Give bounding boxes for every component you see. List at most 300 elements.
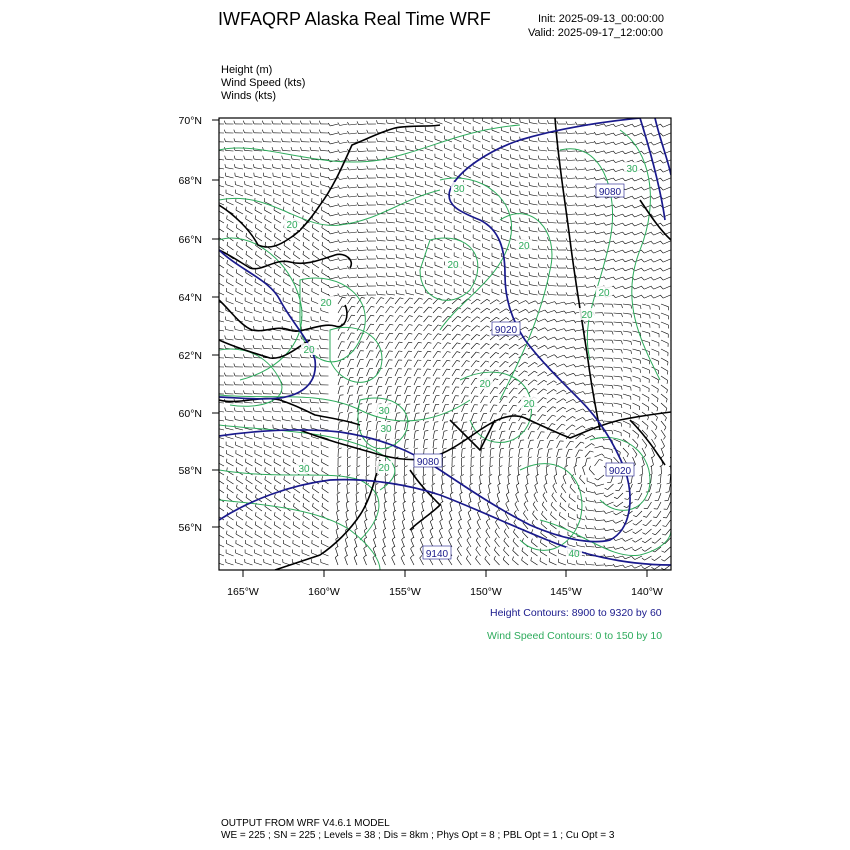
wind-barb [413,485,414,493]
wind-barb-flag [322,494,323,497]
wind-barb [576,392,584,395]
wind-barb [265,273,272,277]
wind-barb [623,403,631,406]
wind-barb [652,394,659,399]
wind-barb-flag [396,128,397,131]
wind-barb [245,402,253,403]
wind-barb-flag [322,503,323,506]
wind-barb [246,534,253,538]
wind-barb [421,531,424,539]
wind-barb [387,141,395,142]
wind-barb-flag [468,519,470,522]
wind-barb [435,292,443,295]
wind-barb-flag [431,501,434,503]
wind-barb [443,378,447,385]
wind-barb [405,422,407,430]
wind-barb [246,488,253,493]
wind-barb-flag [544,372,547,374]
wind-barb [445,166,452,169]
wind-barb-flag [557,229,558,232]
wind-barb [528,354,535,358]
wind-barb [338,440,339,448]
wind-barb-flag [234,373,235,376]
wind-barb [568,241,576,242]
wind-barb [227,219,234,223]
wind-barb [595,460,600,467]
wind-barb [273,330,281,332]
wind-barb [435,283,443,286]
wind-barb [566,408,573,412]
wind-barb [539,123,547,124]
wind-barb [454,274,461,277]
wind-barb [274,264,281,268]
wind-barb [547,441,550,448]
wind-barb [425,212,433,215]
wind-barb [236,254,243,259]
wind-barb-flag [236,251,237,254]
wind-barb [338,422,339,430]
wind-barb-flag [477,317,480,319]
wind-barb-flag [244,336,245,339]
wind-barb [422,494,423,502]
wind-barb-flag [322,279,323,283]
wind-barb-flag [529,146,530,150]
wind-barb [486,522,490,529]
wind-barb-flag [328,150,330,153]
wind-barb-flag [566,256,568,259]
wind-barb-flag [575,158,577,161]
wind-barb-flag [367,211,368,214]
wind-barb [359,214,367,215]
wind-barb [530,150,538,151]
wind-barb [549,223,557,224]
wind-barb [226,176,234,178]
wind-barb-flag [357,202,359,205]
wind-barb-flag [468,308,471,310]
wind-barb-flag [603,411,605,414]
wind-contour-label: 20 [523,399,535,410]
wind-barb-flag [405,448,408,449]
wind-barb [293,210,300,214]
wind-barb-flag [632,187,634,190]
wind-barb-flag [638,435,639,438]
wind-barb [669,484,671,492]
wind-barb [254,311,262,314]
wind-barb [265,506,272,511]
wind-barb-flag [585,240,587,243]
wind-barb [452,352,457,358]
wind-barb [539,168,547,169]
wind-barb [483,193,490,196]
wind-barb-flag [582,426,585,428]
wind-barb [652,331,660,334]
wind-barb [435,211,443,214]
wind-barb-flag [585,168,587,171]
wind-barb [635,232,642,235]
wind-barb [312,254,319,259]
wind-barb-flag [347,239,349,242]
wind-barb [527,467,528,475]
wind-barb [292,176,300,178]
wind-barb [354,558,357,566]
wind-barb [246,210,253,214]
wind-barb-flag [376,210,377,213]
wind-barb-flag [255,485,256,488]
wind-barb-flag [367,193,368,196]
wind-barb [443,343,448,349]
wind-barb [553,486,557,493]
wind-barb-flag [535,301,538,304]
wind-barb [533,514,538,520]
wind-barb [397,168,405,169]
wind-barb-flag [217,531,218,534]
wind-barb-flag [583,409,585,412]
wind-barb [227,264,234,268]
wind-barb-flag [319,121,320,124]
wind-barb [604,448,612,449]
wind-barb-flag [338,240,340,243]
wind-barb-flag [665,418,667,421]
wind-barb [359,259,367,260]
wind-barb [402,540,405,547]
wind-barb-flag [274,531,275,534]
wind-barb-flag [439,307,442,308]
wind-barb [395,422,397,430]
wind-barb [264,301,271,304]
wind-barb-flag [566,265,568,268]
wind-barb [357,315,361,322]
wind-barb [500,405,504,412]
wind-barb [577,196,585,197]
wind-barb-flag [545,345,548,347]
wind-barb-flag [583,465,586,467]
wind-barb [376,298,381,304]
wind-barb [226,292,233,296]
wind-barb-flag [396,209,397,212]
wind-barb [642,403,649,407]
wind-barb-flag [406,272,407,276]
wind-barb-flag [342,297,345,298]
wind-barb [349,160,357,161]
wind-barb-flag [506,492,509,494]
wind-barb-flag [400,324,403,325]
wind-barb [615,178,623,181]
wind-barb-flag [520,200,521,203]
wind-barb [606,556,614,557]
wind-barb-flag [215,147,216,150]
wind-barb [254,339,262,340]
wind-barb-flag [496,344,499,346]
wind-barb-flag [406,155,407,159]
wind-barb [227,516,234,520]
wind-barb [386,298,391,304]
wind-barb [531,561,538,565]
wind-barb [625,151,633,154]
wind-barb [549,187,557,188]
wind-barb [445,211,452,214]
wind-barb [302,311,310,314]
wind-barb [406,239,414,241]
wind-barb [245,339,253,340]
wind-barb [635,178,642,181]
wind-barb-flag [564,302,566,305]
wind-barb-flag [520,164,521,167]
wind-barb-flag [520,281,521,284]
wind-barb [483,247,490,250]
wind-barb-flag [244,156,245,159]
wind-barb-flag [234,164,235,167]
wind-barb-flag [310,373,311,376]
wind-barb-flag [312,224,313,227]
wind-barb [654,214,661,217]
wind-barb-flag [623,565,625,568]
wind-barb-flag [642,533,645,535]
wind-barb-flag [573,416,576,418]
wind-barb-flag [236,512,237,515]
wind-barb-flag [274,521,275,524]
wind-barb [566,450,569,458]
wind-barb-flag [594,222,596,225]
wind-barb-flag [466,556,468,559]
wind-barb-flag [526,483,529,485]
wind-barb [519,380,525,386]
wind-barb [217,544,224,548]
wind-barb [406,230,414,232]
wind-barb-flag [413,483,416,485]
wind-barb-flag [374,528,377,530]
wind-barb [336,530,338,538]
wind-barb [633,349,641,351]
lon-tick-label: 145°W [550,586,582,598]
wind-barb [473,265,480,268]
wind-barb [642,313,650,315]
wind-barb-flag [424,448,427,449]
wind-barb-flag [486,528,488,531]
wind-barb-flag [642,134,644,137]
wind-barb [462,325,468,331]
wind-barb [530,177,538,178]
wind-barb [651,475,652,483]
wind-barb [406,131,414,133]
wind-barb [615,538,623,541]
wind-barb-flag [448,334,451,335]
wind-barb-flag [551,502,553,505]
wind-barb [483,139,490,142]
wind-barb-flag [623,250,625,253]
wind-barb [623,322,631,323]
wind-barb [425,140,433,143]
wind-barb [570,487,576,493]
wind-barb-flag [551,432,555,433]
wind-barb [513,541,519,547]
wind-barb [367,386,370,394]
wind-barb-flag [246,260,247,264]
wind-barb [303,245,310,250]
wind-barb-flag [415,430,418,431]
wind-barb-flag [236,521,237,524]
wind-barb [497,494,499,502]
wind-barb [464,175,471,178]
wind-barb [663,133,670,136]
wind-barb-flag [595,526,597,529]
wind-barb [557,407,563,412]
wind-barb-flag [613,521,616,523]
wind-barb [321,320,329,322]
wind-barb [566,356,574,358]
wind-barb-flag [243,390,244,393]
wind-barb [293,525,300,529]
wind-barb [596,493,604,494]
wind-barb-flag [496,361,499,362]
wind-barb [414,351,418,358]
wind-barb-flag [613,205,615,208]
wind-barb-flag [538,264,539,267]
wind-barb-flag [293,521,294,524]
wind-barb [395,360,399,367]
wind-barb [416,140,424,142]
wind-barb [487,504,490,512]
wind-barb-flag [300,373,301,376]
wind-barb [471,308,477,313]
wind-barb-flag [367,439,370,440]
wind-barb-flag [593,419,595,422]
wind-barb [302,420,310,421]
wind-barb [425,266,433,269]
wind-barb [435,202,443,205]
wind-barb-flag [328,267,330,270]
wind-barb [403,512,405,520]
wind-barb [528,440,530,448]
wind-barb-flag [477,326,480,328]
wind-barb [587,133,595,135]
wind-speed-contour [560,149,613,360]
wind-barb-flag [574,320,576,323]
wind-barb [596,232,604,234]
wind-barb [566,382,573,385]
wind-barb [411,540,414,547]
wind-barb-flag [400,298,403,299]
wind-barb [367,324,371,331]
wind-barb-flag [594,276,596,279]
wind-barb [557,441,561,448]
wind-barb [511,203,519,205]
wind-barb-flag [612,367,613,370]
wind-barb [311,185,319,187]
wind-barb [654,241,661,244]
wind-barb [561,496,567,502]
wind-barb [435,175,443,178]
wind-barb [349,241,357,242]
wind-barb [414,378,417,385]
wind-barb-flag [552,424,555,425]
wind-barb-flag [345,537,348,539]
wind-barb [459,513,462,521]
wind-barb-flag [274,485,275,488]
wind-barb [322,488,329,493]
wind-barb-flag [516,309,519,311]
wind-barb [414,325,419,331]
wind-barb [498,476,499,484]
wind-barb [617,493,623,499]
wind-barb [654,151,661,154]
wind-barb [416,131,424,133]
wind-barb-flag [528,457,531,458]
wind-barb [311,320,319,322]
wind-barb [311,411,319,412]
wind-barb-flag [547,156,548,159]
wind-barb-flag [338,231,340,234]
wind-barb-flag [613,241,615,244]
wind-barb [542,514,548,520]
wind-barb-flag [444,439,447,440]
wind-barb [321,185,329,187]
wind-barb [264,292,271,296]
wind-barb-flag [386,439,389,440]
wind-barb [216,330,224,332]
wind-barb-flag [604,528,606,531]
wind-barb [490,352,496,358]
wind-barb-flag [328,177,330,180]
wind-barb [577,259,585,260]
wind-barb [293,445,300,448]
wind-barb-flag [396,263,397,266]
wind-barb-flag [274,233,275,237]
wind-barb [606,511,614,514]
wind-barb [664,556,670,561]
wind-barb-flag [215,364,216,367]
wind-barb-flag [586,543,587,546]
wind-barb [432,476,433,484]
wind-barb [340,214,348,216]
wind-barb [483,175,490,178]
wind-barb-flag [347,185,349,188]
wind-barb [235,339,243,340]
wind-barb-flag [567,457,570,458]
wind-barb-flag [402,528,405,530]
wind-barb [576,374,584,376]
wind-barb-flag [622,323,623,326]
wind-barb-flag [520,191,521,194]
wind-barb-flag [557,211,558,214]
wind-barb-flag [412,510,415,512]
wind-barb-flag [386,291,387,294]
wind-barb-flag [632,557,635,559]
wind-barb [338,342,341,349]
wind-barb-flag [494,547,496,550]
wind-barb [509,423,512,430]
wind-barb-flag [557,166,558,169]
wind-barb-flag [217,224,218,227]
wind-barb-flag [215,390,216,393]
wind-barb-flag [566,157,568,160]
wind-barb-flag [425,439,428,440]
wind-barb [523,513,528,520]
wind-barb [580,478,586,484]
wind-barb [559,553,566,556]
wind-barb [615,241,623,244]
wind-barb [435,265,443,268]
wind-barb-flag [613,513,616,515]
wind-barb [633,376,641,379]
wind-barb-flag [217,279,218,283]
wind-barb [226,301,233,304]
wind-barb [303,273,310,277]
wind-barb-flag [319,390,320,393]
wind-barb-flag [352,315,356,316]
wind-barb [473,238,480,241]
wind-barb [312,273,319,277]
wind-barb-flag [386,246,387,249]
